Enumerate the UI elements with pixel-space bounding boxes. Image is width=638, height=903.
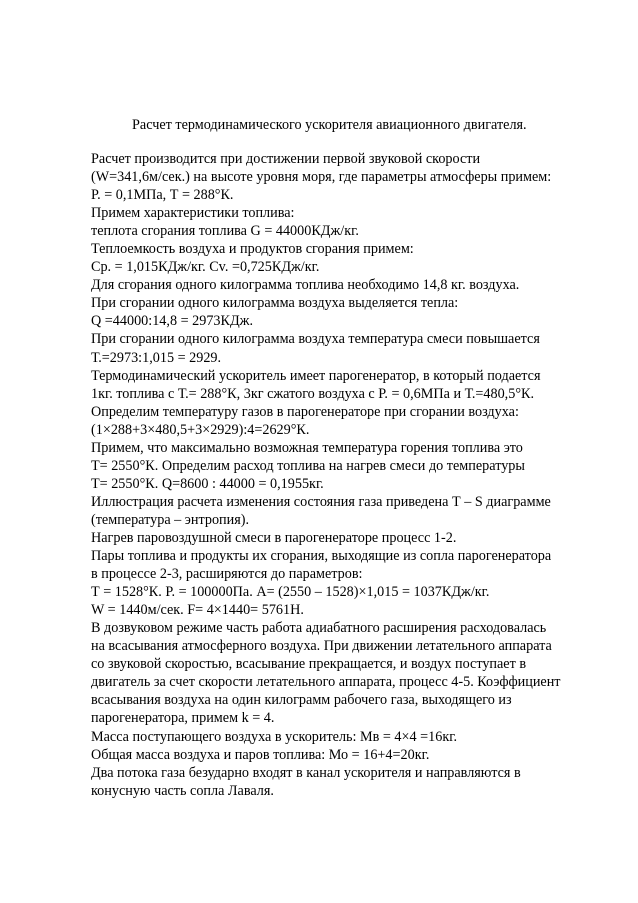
text-line: Термодинамический ускоритель имеет парогенератор, в который подается: [91, 367, 541, 384]
text-line: Масса поступающего воздуха в ускоритель: Мв = 4×4 =16кг.: [91, 728, 458, 745]
text-line: Примем, что максимально возможная температура горения топлива это: [91, 439, 523, 456]
text-line: в процессе 2-3, расширяются до параметров:: [91, 566, 363, 583]
text-line: При сгорании одного килограмма воздуха выделяется тепла:: [91, 295, 459, 312]
text-line: парогенератора, примем k = 4.: [91, 710, 275, 727]
text-line: В дозвуковом режиме часть работа адиабатного расширения расходовалась: [91, 620, 547, 637]
text-line: 1кг. топлива с Т.= 288°К, 3кг сжатого воздуха с Р. = 0,6МПа и Т.=480,5°К.: [91, 385, 534, 402]
text-line: Т = 1528°К. Р. = 100000Па. А= (2550 – 1528)×1,015 = 1037КДж/кг.: [91, 584, 490, 601]
text-line: Р. = 0,1МПа, Т = 288°К.: [91, 187, 234, 204]
text-line: Q =44000:14,8 = 2973КДж.: [91, 313, 253, 330]
text-line: (W=341,6м/сек.) на высоте уровня моря, где параметры атмосферы примем:: [91, 169, 552, 186]
text-line: Теплоемкость воздуха и продуктов сгорания примем:: [91, 241, 414, 258]
text-line: со звуковой скоростью, всасывание прекращается, и воздух поступает в: [91, 656, 527, 673]
text-line: Т.=2973:1,015 = 2929.: [91, 349, 222, 366]
text-line: на всасывания атмосферного воздуха. При движении летательного аппарата: [91, 638, 552, 655]
text-line: W = 1440м/сек. F= 4×1440= 5761Н.: [91, 602, 304, 619]
text-line: теплота сгорания топлива G = 44000КДж/кг.: [91, 223, 359, 240]
text-line: конусную часть сопла Лаваля.: [91, 782, 274, 799]
text-line: Т= 2550°К. Q=8600 : 44000 = 0,1955кг.: [91, 475, 324, 492]
text-line: Иллюстрация расчета изменения состояния газа приведена Т – S диаграмме: [91, 493, 551, 510]
text-line: Т= 2550°К. Определим расход топлива на нагрев смеси до температуры: [91, 457, 525, 474]
text-line: При сгорании одного килограмма воздуха температура смеси повышается: [91, 331, 540, 348]
document-title: Расчет термодинамического ускорителя авиационного двигателя.: [132, 117, 527, 133]
document-body: [91, 150, 611, 800]
text-line: Два потока газа безударно входят в канал ускорителя и направляются в: [91, 764, 521, 781]
text-line: Расчет производится при достижении первой звуковой скорости: [91, 151, 481, 167]
text-line: Для сгорания одного килограмма топлива необходимо 14,8 кг. воздуха.: [91, 277, 520, 294]
text-line: двигатель за счет скорости летательного аппарата, процесс 4-5. Коэффициент: [91, 674, 561, 691]
text-line: (температура – энтропия).: [91, 511, 250, 528]
text-line: Нагрев паровоздушной смеси в парогенераторе процесс 1-2.: [91, 529, 457, 546]
text-line: Примем характеристики топлива:: [91, 205, 295, 222]
text-line: Общая масса воздуха и паров топлива: Мо = 16+4=20кг.: [91, 746, 430, 763]
text-line: Ср. = 1,015КДж/кг. Сv. =0,725КДж/кг.: [91, 259, 320, 276]
text-line: Определим температуру газов в парогенераторе при сгорании воздуха:: [91, 403, 519, 420]
text-line: Пары топлива и продукты их сгорания, выходящие из сопла парогенератора: [91, 548, 552, 565]
text-line: всасывания воздуха на один килограмм рабочего газа, выходящего из: [91, 692, 512, 709]
text-line: (1×288+3×480,5+3×2929):4=2629°К.: [91, 421, 310, 438]
